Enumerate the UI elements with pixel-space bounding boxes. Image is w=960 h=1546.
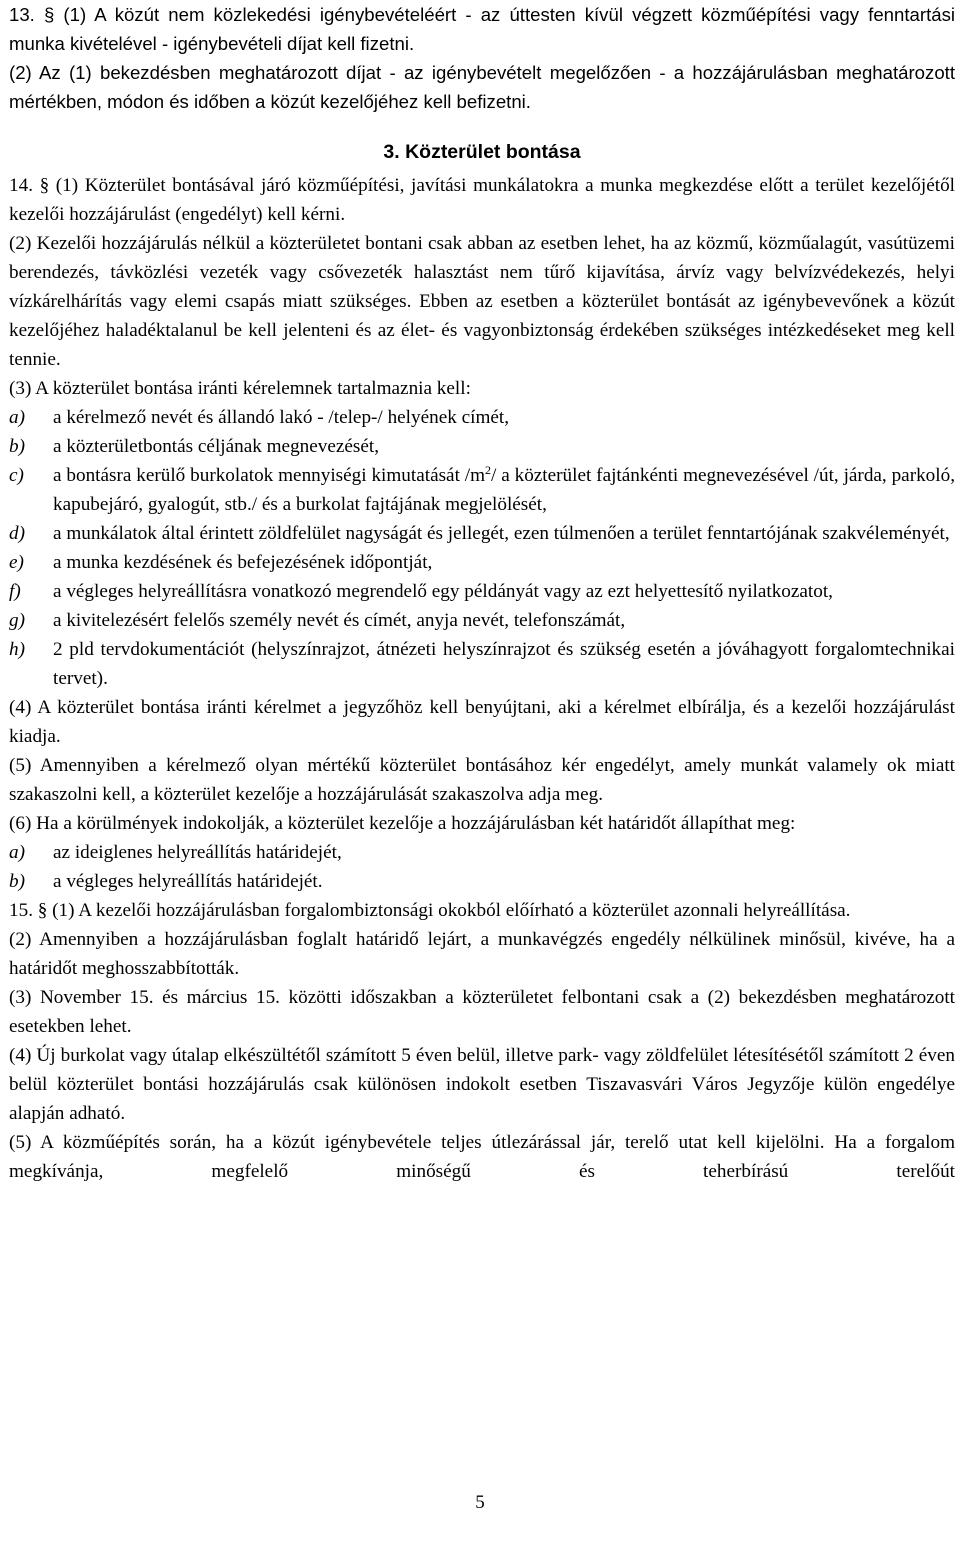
section-15-paragraph-3: (3) November 15. és március 15. közötti időszakban a közterületet felbontani csak a (2) bekezdésben meghatározott esetekben lehet.	[9, 987, 955, 1037]
document-page	[9, 0, 955, 1186]
list-item-label: d)	[9, 523, 25, 544]
page-number: 5	[475, 1492, 485, 1513]
section-14-paragraph-3: (3) A közterület bontása iránti kérelemnek tartalmaznia kell:	[9, 378, 471, 399]
section-14-paragraph-4: (4) A közterület bontása iránti kérelmet a jegyzőhöz kell benyújtani, aki a kérelmet elbírálja, és a kezelői hozzájárulást kiadja.	[9, 697, 955, 747]
list-item-label: c)	[9, 465, 24, 486]
list-item-text: a közterületbontás céljának megnevezését,	[53, 436, 380, 457]
list-item	[9, 461, 955, 519]
list-item-text: a végleges helyreállításra vonatkozó megrendelő egy példányát vagy az ezt helyettesítő nyilatkozatot,	[53, 581, 833, 602]
list-item	[9, 577, 955, 606]
list-item	[9, 838, 955, 867]
section-14-paragraph-1: 14. § (1) Közterület bontásával járó közműépítési, javítási munkálatokra a munka megkezdése előtt a terület kezelőjétől kezelői hozzájárulást (engedélyt) kell kérni.	[9, 175, 955, 225]
section-14-paragraph-2: (2) Kezelői hozzájárulás nélkül a közterületet bontani csak abban az esetben lehet, ha az közmű, közműalagút, vasútüzemi berendezés, távközlési vezeték vagy csővezeték halasztást nem tűrő kijavítása, árvíz vagy belvízvédekezés, helyi vízkárelhárítás vagy elemi csapás miatt szükséges. Ebben az esetben a közterület bontását az igénybevevőnek a közút kezelőjéhez haladéktalanul be kell jelenteni és az élet- és vagyonbiztonság érdekében szükséges intézkedéseket meg kell tennie.	[9, 233, 955, 370]
list-item-label: b)	[9, 871, 25, 892]
section-15-paragraph-5: (5) A közműépítés során, ha a közút igénybevétele teljes útlezárással jár, terelő utat kell kijelölni. Ha a forgalom megkívánja, megfelelő minőségű és teherbírású terelőút	[9, 1132, 955, 1182]
section-14-paragraph-6: (6) Ha a körülmények indokolják, a közterület kezelője a hozzájárulásban két határidőt állapíthat meg:	[9, 813, 796, 834]
list-item-text: a kérelmező nevét és állandó lakó - /telep-/ helyének címét,	[53, 407, 510, 428]
list-item-text: a munka kezdésének és befejezésének időpontját,	[53, 552, 433, 573]
section-heading: 3. Közterület bontása	[383, 141, 581, 163]
list-item	[9, 432, 955, 461]
section-15-paragraph-1: 15. § (1) A kezelői hozzájárulásban forgalombiztonsági okokból előírható a közterület azonnali helyreállítása.	[9, 900, 851, 921]
superscript: 2	[485, 463, 492, 477]
list-item	[9, 635, 955, 693]
list-item	[9, 403, 955, 432]
list-item-text: a végleges helyreállítás határidejét.	[53, 871, 323, 892]
spacer	[9, 116, 955, 130]
list-item-label: f)	[9, 581, 21, 602]
list-item	[9, 867, 955, 896]
list-item-label: b)	[9, 436, 25, 457]
list-item-text	[53, 461, 955, 519]
section-15-paragraph-4: (4) Új burkolat vagy útalap elkészültétől számított 5 éven belül, illetve park- vagy zöldfelület létesítésétől számított 2 éven belül közterület bontási hozzájárulás csak különösen indokolt esetben Tiszavasvári Város Jegyzője külön engedélye alapján adható.	[9, 1045, 955, 1124]
list-item-label: e)	[9, 552, 24, 573]
list-item-label: g)	[9, 610, 25, 631]
section-13-paragraph-1: 13. § (1) A közút nem közlekedési igénybevételéért - az úttesten kívül végzett közműépítési vagy fenntartási munka kivételével - igénybevételi díjat kell fizetni.	[9, 4, 955, 54]
section-13-paragraph-2: (2) Az (1) bekezdésben meghatározott díjat - az igénybevételt megelőzően - a hozzájárulásban meghatározott mértékben, módon és időben a közút kezelőjéhez kell befizetni.	[9, 62, 955, 112]
list-item	[9, 548, 955, 577]
list-item	[9, 606, 955, 635]
list-item-text: 2 pld tervdokumentációt (helyszínrajzot, átnézeti helyszínrajzot és szükség esetén a jóváhagyott forgalomtechnikai tervet).	[53, 639, 955, 689]
list-item-label: a)	[9, 407, 25, 428]
list-item-text: az ideiglenes helyreállítás határidejét,	[53, 842, 342, 863]
list-item	[9, 519, 955, 548]
list-item-text-post: / a közterület fajtánkénti megnevezésével /út, járda, parkoló, kapubejáró, gyalogút, stb./ és a burkolat fajtájának megjelölését,	[53, 465, 956, 515]
list-item-label: h)	[9, 639, 25, 660]
section-14-paragraph-5: (5) Amennyiben a kérelmező olyan mértékű közterület bontásához kér engedélyt, amely munkát valamely ok miatt szakaszolni kell, a közterület kezelője a hozzájárulását szakaszolva adja meg.	[9, 755, 955, 805]
list-item-label: a)	[9, 842, 25, 863]
list-item-text: a munkálatok által érintett zöldfelület nagyságát és jellegét, ezen túlmenően a terület fenntartójának szakvéleményét,	[53, 523, 950, 544]
list-item-text: a kivitelezésért felelős személy nevét és címét, anyja nevét, telefonszámát,	[53, 610, 626, 631]
section-15-paragraph-2: (2) Amennyiben a hozzájárulásban foglalt határidő lejárt, a munkavégzés engedély nélkülinek minősül, kivéve, ha a határidőt meghosszabbították.	[9, 929, 955, 979]
list-item-text-pre: a bontásra kerülő burkolatok mennyiségi kimutatását /m	[53, 465, 486, 486]
